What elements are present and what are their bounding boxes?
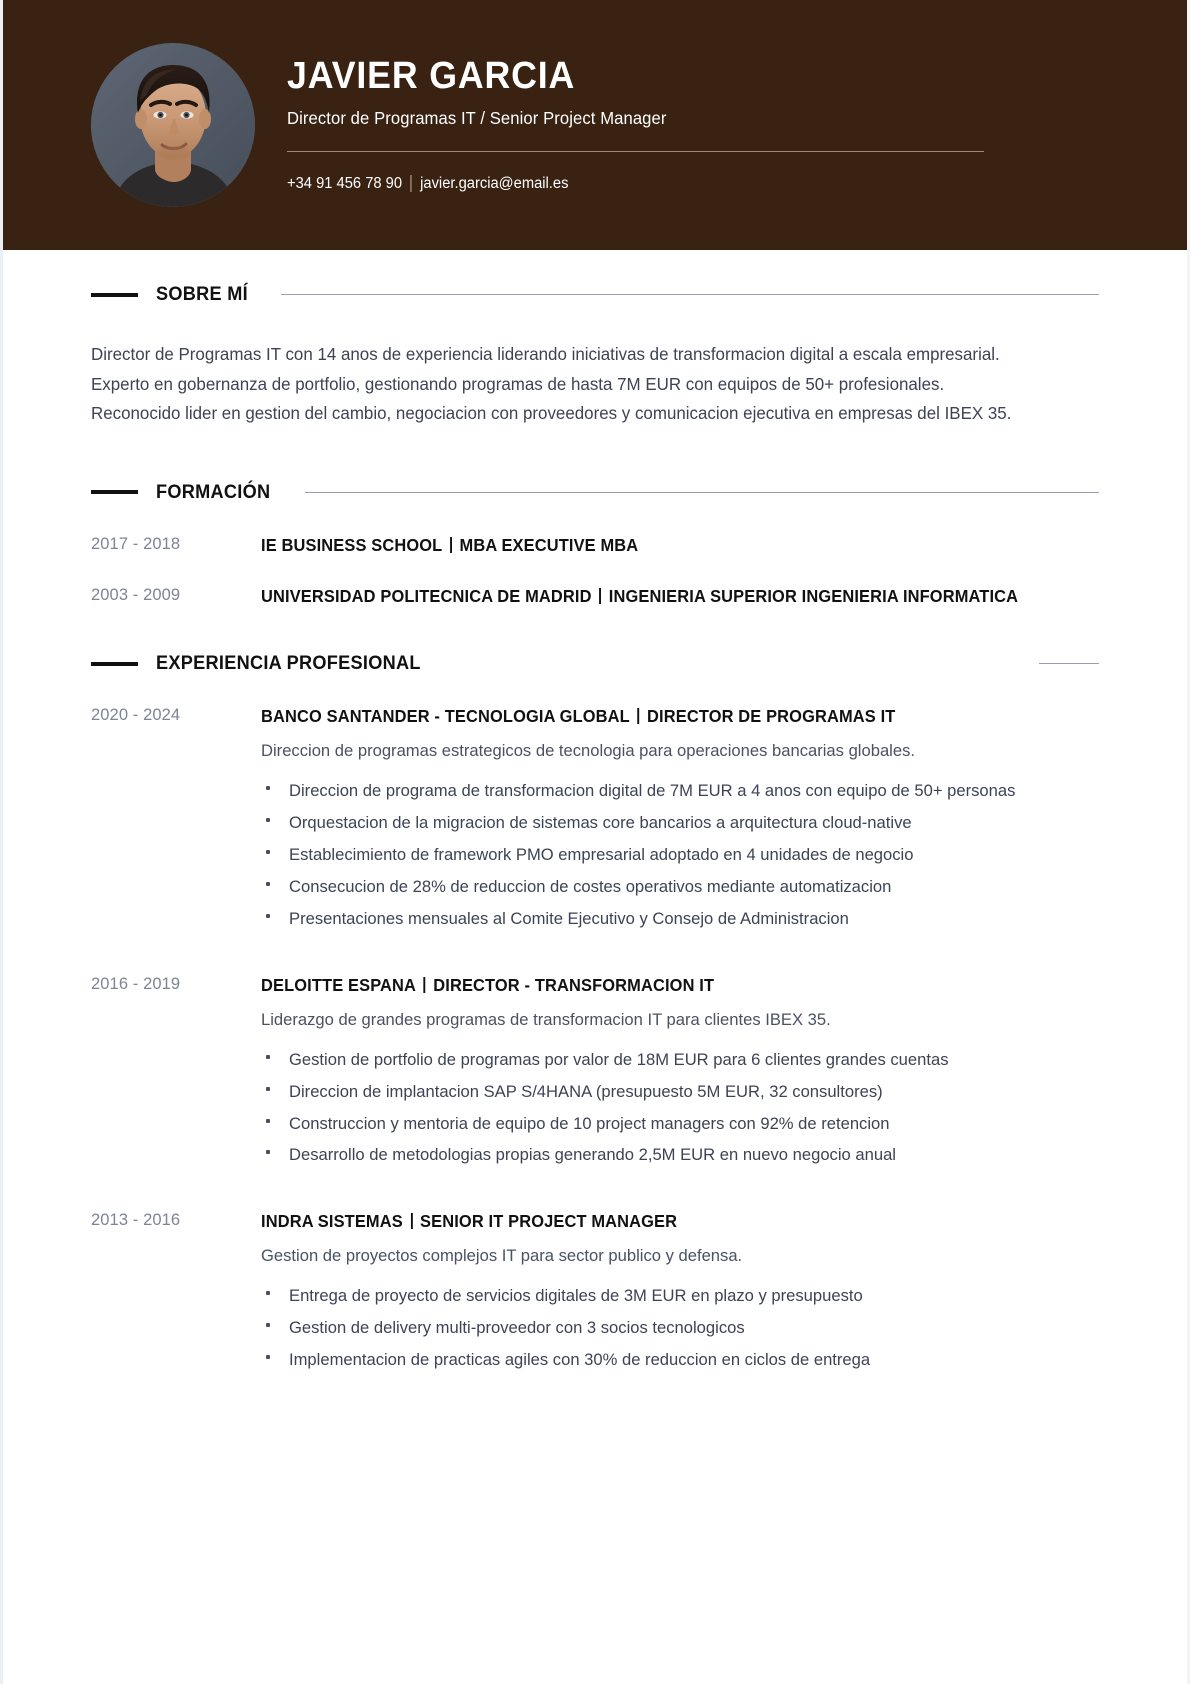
experience-item (91, 705, 1099, 937)
experience-title (261, 705, 1061, 728)
list-item: Establecimiento de framework PMO empresarial adoptado en 4 unidades de negocio (261, 842, 1099, 869)
education-date: 2003 - 2009 (91, 585, 181, 604)
section-education (91, 481, 1099, 608)
experience-item (91, 974, 1099, 1175)
section-rule (305, 492, 1099, 493)
experience-bullets (261, 1047, 1099, 1170)
education-date: 2017 - 2018 (91, 534, 181, 553)
experience-date: 2013 - 2016 (91, 1211, 181, 1230)
list-item: Desarrollo de metodologias propias generando 2,5M EUR en nuevo negocio anual (261, 1142, 1099, 1169)
experience-company: DELOITTE ESPANA (261, 974, 417, 995)
title-separator (637, 708, 639, 724)
contact-separator (411, 175, 412, 192)
education-institution: IE BUSINESS SCHOOL (261, 534, 443, 555)
education-title (261, 534, 1061, 557)
title-separator (450, 537, 452, 553)
section-title-education: FORMACIÓN (156, 480, 271, 503)
header-text (287, 57, 1127, 193)
education-item (91, 585, 1099, 608)
title-separator (410, 1213, 412, 1229)
list-item: Direccion de implantacion SAP S/4HANA (presupuesto 5M EUR, 32 consultores) (261, 1079, 1099, 1106)
experience-description: Gestion de proyectos complejos IT para sector publico y defensa. (261, 1246, 743, 1266)
list-item: Presentaciones mensuales al Comite Ejecutivo y Consejo de Administracion (261, 906, 1099, 933)
section-dash-icon (91, 293, 138, 297)
header-divider (287, 151, 984, 152)
job-title: Director de Programas IT / Senior Project Manager (287, 107, 667, 128)
experience-role: DIRECTOR DE PROGRAMAS IT (647, 706, 896, 727)
education-degree: INGENIERIA SUPERIOR INGENIERIA INFORMATICA (608, 585, 1019, 606)
experience-role: DIRECTOR - TRANSFORMACION IT (433, 974, 715, 995)
experience-company: INDRA SISTEMAS (261, 1211, 403, 1232)
experience-role: SENIOR IT PROJECT MANAGER (420, 1211, 678, 1232)
section-about (91, 283, 1099, 429)
experience-details (261, 974, 1099, 1175)
page-title: JAVIER GARCIA (287, 55, 576, 98)
education-degree: MBA EXECUTIVE MBA (459, 534, 639, 555)
email-text: javier.garcia@email.es (420, 174, 569, 192)
education-details (261, 534, 1099, 557)
section-header-education (91, 481, 1099, 504)
experience-list (91, 705, 1099, 1379)
section-header-about (91, 283, 1099, 306)
list-item: Consecucion de 28% de reduccion de costes operativos mediante automatizacion (261, 874, 1099, 901)
education-institution: UNIVERSIDAD POLITECNICA DE MADRID (261, 585, 592, 606)
contact-line (287, 175, 1085, 193)
education-title (261, 585, 1061, 608)
experience-item (91, 1210, 1099, 1379)
resume-content (3, 283, 1187, 1379)
resume-header (3, 0, 1187, 250)
list-item: Construccion y mentoria de equipo de 10 project managers con 92% de retencion (261, 1111, 1099, 1138)
list-item: Entrega de proyecto de servicios digitales de 3M EUR en plazo y presupuesto (261, 1283, 1099, 1310)
title-separator (599, 588, 601, 604)
phone-text: +34 91 456 78 90 (287, 174, 403, 192)
section-rule (1039, 663, 1099, 664)
experience-company: BANCO SANTANDER - TECNOLOGIA GLOBAL (261, 706, 630, 727)
section-dash-icon (91, 662, 138, 666)
list-item: Orquestacion de la migracion de sistemas core bancarios a arquitectura cloud-native (261, 810, 1099, 837)
experience-description: Liderazgo de grandes programas de transformacion IT para clientes IBEX 35. (261, 1009, 831, 1029)
section-title-about: SOBRE MÍ (156, 283, 248, 305)
section-header-experience (91, 652, 1099, 675)
list-item: Direccion de programa de transformacion digital de 7M EUR a 4 anos con equipo de 50+ personas (261, 778, 1099, 805)
experience-date: 2020 - 2024 (91, 706, 181, 725)
list-item: Implementacion de practicas agiles con 30% de reduccion en ciclos de entrega (261, 1347, 1099, 1374)
section-title-experience: EXPERIENCIA PROFESIONAL (156, 652, 421, 675)
list-item: Gestion de delivery multi-proveedor con 3 socios tecnologicos (261, 1315, 1099, 1342)
section-experience (91, 652, 1099, 1379)
portrait-photo-icon (91, 43, 255, 207)
avatar (91, 43, 255, 207)
experience-title (261, 1210, 1061, 1233)
experience-date: 2016 - 2019 (91, 974, 181, 993)
experience-details (261, 1210, 1099, 1379)
experience-bullets (261, 778, 1099, 932)
education-list (91, 534, 1099, 608)
experience-title (261, 974, 1061, 997)
experience-bullets (261, 1283, 1099, 1374)
education-item (91, 534, 1099, 557)
experience-description: Direccion de programas estrategicos de tecnologia para operaciones bancarias globales. (261, 741, 915, 761)
list-item: Gestion de portfolio de programas por valor de 18M EUR para 6 clientes grandes cuentas (261, 1047, 1099, 1074)
experience-details (261, 705, 1099, 937)
section-dash-icon (91, 490, 138, 494)
title-separator (424, 977, 426, 993)
education-details (261, 585, 1099, 608)
section-rule (281, 294, 1099, 295)
about-text: Director de Programas IT con 14 anos de experiencia liderando iniciativas de transformacion digital a escala empresarial. Experto en gobernanza de portfolio, gestionando programas de hasta 7M EUR con equipos de 50+ profesionales. Reconocido lider en gestion del cambio, negociacion con proveedores y comunicacion ejecutiva en empresas del IBEX 35. (91, 344, 1012, 424)
